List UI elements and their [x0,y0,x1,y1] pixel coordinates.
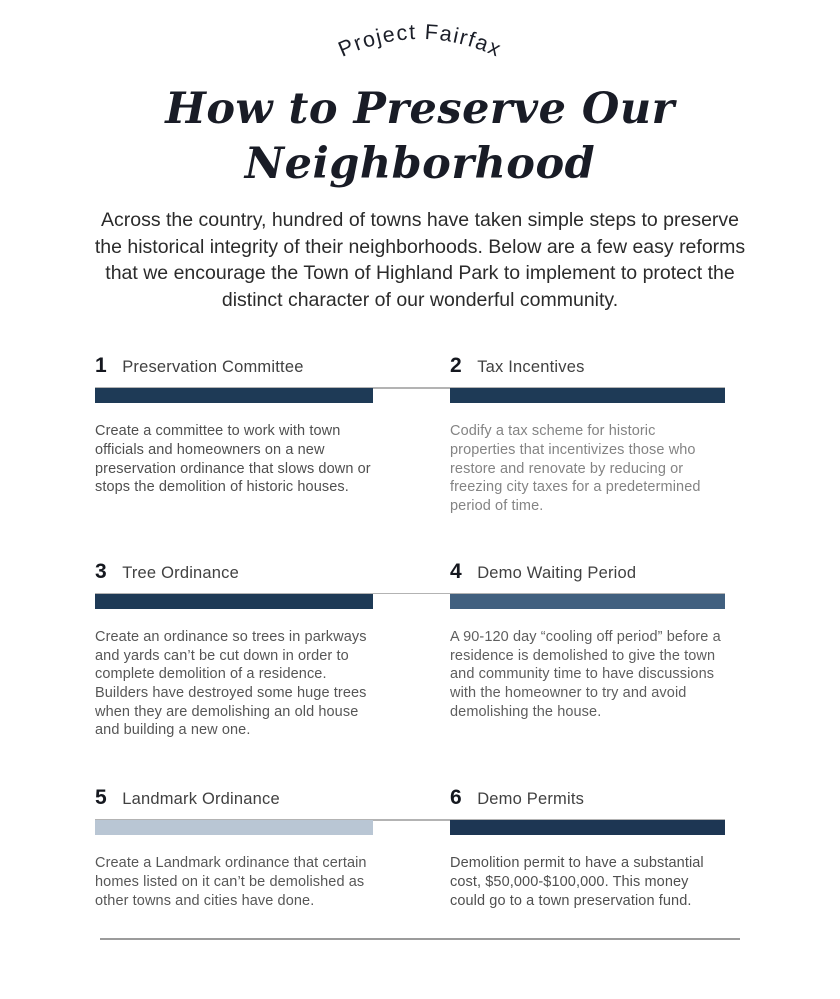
section-body: Codify a tax scheme for historic properties that incentivizes those who restore and renovate by reducing or freezing city taxes for a predetermined period of time. [450,423,701,515]
flyer-page [0,14,840,999]
section-header [95,786,373,810]
intro-paragraph: Across the country, hundred of towns have taken simple steps to preserve the historical integrity of their neighborhoods. Below are a few easy reforms that we encourage the Town of Highland Park to implement to protect the distinct character of our wonderful community. [94,209,746,311]
section-body: Create a Landmark ordinance that certain homes listed on it can’t be demolished as other towns and cities have done. [95,855,367,909]
section-header [450,560,725,584]
section-accent-bar [95,594,373,609]
section-tree-ordinance [95,560,373,740]
section-accent-bar [450,388,725,403]
arc-title: Project Fairfax [334,19,506,62]
section-title: Tax Incentives [477,358,585,377]
section-row-2 [95,560,725,740]
section-accent-bar [95,820,373,835]
section-body: Create an ordinance so trees in parkways and yards can’t be cut down in order to complete demolition of a residence. Builders have destroyed some huge trees when they are demolishing an old house and building a new one. [95,628,367,739]
section-header [95,354,373,378]
section-accent-bar [450,820,725,835]
section-body: A 90-120 day “cooling off period” before a residence is demolished to give the town and community time to have discussions with the homeowner to try and avoid demolishing the house. [450,628,721,720]
page-title-line2: Neighborhood [244,139,596,189]
section-title: Preservation Committee [122,358,304,377]
section-demo-permits [450,786,725,910]
section-title: Demo Waiting Period [477,563,637,582]
section-header [95,560,373,584]
bottom-divider-line [100,938,740,940]
section-header [450,786,725,810]
section-row-1 [95,354,725,516]
section-header [450,354,725,378]
section-number: 3 [95,559,108,583]
section-preservation-committee [95,354,373,516]
section-title: Tree Ordinance [122,563,240,582]
page-title [0,82,840,192]
section-row-3 [95,786,725,910]
section-tax-incentives [450,354,725,516]
section-number: 1 [95,354,108,378]
section-accent-bar [95,388,373,403]
page-title-line1: How to Preserve Our [165,84,675,134]
arc-title-text [335,20,506,62]
section-title: Landmark Ordinance [122,790,280,809]
section-landmark-ordinance [95,786,373,910]
section-number: 5 [95,786,108,810]
section-number: 4 [450,559,463,583]
section-number: 6 [450,786,463,810]
section-body: Create a committee to work with town officials and homeowners on a new preservation ordinance that slows down or stops the demolition of historic houses. [95,423,371,496]
section-title: Demo Permits [477,790,585,809]
sections-grid [95,354,725,910]
arc-title-graphic [280,14,560,80]
section-demo-waiting-period [450,560,725,740]
section-body: Demolition permit to have a substantial cost, $50,000-$100,000. This money could go to a town preservation fund. [450,855,704,909]
section-number: 2 [450,354,463,378]
section-accent-bar [450,594,725,609]
